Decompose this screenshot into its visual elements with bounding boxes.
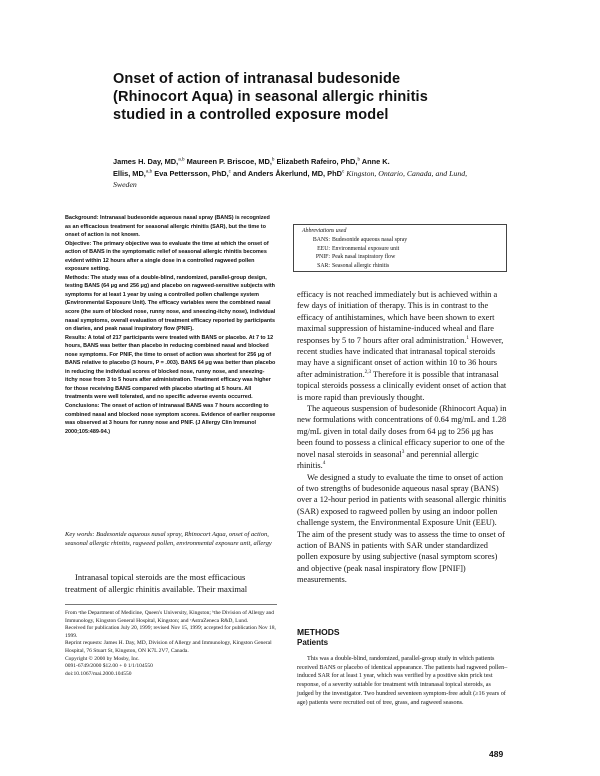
page-number: 489 — [489, 749, 504, 759]
abstract-results: Results: A total of 217 participants were treated with BANS or placebo. At 7 to 12 hours, BANS was better than placebo in reducing combined nasal and blocked nose symptoms. For PNIF, the time to onset of action was shortest for 256 μg of BANS relative to placebo (3 hours, P = .003). BANS 64 μg was better than placebo in reducing the individual scores of blocked nose, runny nose, and sneezing-itchy nose from 3 to 5 hours after administration. Treatment efficacy was higher for those receiving BANS compared with placebo starting at 5 hours. All treatments were well tolerated, and no specific adverse events occurred. — [65, 334, 276, 401]
affiliation-marker: a,b — [178, 156, 185, 162]
reference-marker: 2,3 — [364, 369, 372, 376]
footnote-received: Received for publication July 20, 1999; revised Nov 15, 1999; accepted for publication Nov 18, 1999. — [65, 625, 276, 639]
abbreviation-definition: Environmental exposure unit — [332, 245, 400, 252]
abbreviation-definition: Budesonide aqueous nasal spray — [332, 237, 408, 243]
body-text: and perennial allergic rhinitis. — [297, 449, 479, 471]
footnote-reprint: Reprint requests: James H. Day, MD, Division of Allergy and Immunology, Kingston General Hospital, 76 Stuart St, Kingston, ON K7L 2V7, Canada. — [65, 640, 272, 654]
section-heading-methods: METHODS — [297, 627, 340, 637]
footnote-copyright: Copyright © 2000 by Mosby, Inc. — [65, 655, 140, 662]
abbreviation-definition: Peak nasal inspiratory flow — [332, 254, 396, 260]
author-text: Ellis, MD, — [113, 168, 146, 178]
body-text: The aqueous suspension of budesonide (Rhinocort Aqua) in new formulations with concentrations of 0.64 mg/mL and 1.28 mg/mL given in total daily doses from 64 μg to 256 μg has been found to possess a clinical efficacy superior to one of the novel nasal steroids in seasonal — [297, 404, 507, 459]
abstract-methods: Methods: The study was of a double-blind, randomized, parallel-group design, testing BANS (64 μg and 256 μg) and placebo on ragweed-sensitive subjects with symptoms for at least 1 year by using a controlled pollen challenge system (Environmental Exposure Unit). The efficacy variables were the combined nasal score (the sum of blocked nose, runny nose, and sneezing-itchy nose), individual nasal symptoms, overall evaluation of treatment efficacy reported by participants on diaries, and peak nasal inspiratory flow (PNIF). — [65, 274, 276, 333]
affiliation-marker: a,b — [145, 168, 153, 174]
footnote-issn: 0091-6749/2000 $12.00 + 0 1/1/104550 — [65, 663, 153, 670]
abbreviation-code: SAR: — [317, 262, 330, 269]
footnotes — [65, 610, 277, 678]
abstract-background: Background: Intranasal budesonide aqueous nasal spray (BANS) is recognized as an efficacious treatment for seasonal allergic rhinitis (SAR), but the time to onset of action is not known. — [65, 215, 270, 239]
body-paragraph: We designed a study to evaluate the time to onset of action of two strengths of budesonide aqueous nasal spray (BANS) over a 12-hour period in patients with seasonal allergic rhinitis (SAR) exposed to ragweed pollen by using an indoor pollen challenge system, the Environmental Exposure Unit (EEU). The aim of the present study was to assess the time to onset of action of BANS in patients with SAR under standardized pollen exposure by using subjective (nasal symptom scores) and objective (peak nasal inspiratory flow [PNIF]) measurements. — [297, 472, 507, 585]
author-list — [113, 156, 483, 191]
body-text: efficacy is not reached immediately but is achieved within a few days of initiation of therapy. This is in contrast to the efficacy of antihistamines, which have been shown to exert maximal suppression of histamine-induced wheal and flare responses by 5 to 7 hours after oral administration. — [297, 290, 498, 345]
abstract — [65, 214, 277, 436]
abbreviations-box — [293, 224, 507, 272]
footnote-divider — [65, 604, 277, 605]
abbreviation-code: BANS: — [312, 237, 330, 243]
affiliation-marker: c — [341, 168, 345, 174]
abbreviation-definition: Seasonal allergic rhinitis — [332, 262, 390, 269]
abbreviation-code: EEU: — [317, 245, 330, 252]
keywords: Key words: Budesonide aqueous nasal spray, Rhinocort Aqua, onset of action, seasonal allergic rhinitis, ragweed pollen, environmental exposure unit, allergy — [65, 531, 272, 547]
author-text: James H. Day, MD, — [113, 157, 179, 166]
author-text: Eva Pettersson, PhD, — [152, 168, 229, 178]
footnote-affiliations: From ᵃthe Department of Medicine, Queen's University, Kingston; ᵇthe Division of Allergy and Immunology, Kingston General Hospital, Kingston; and ᶜAstraZeneca R&D, Lund. — [65, 610, 275, 624]
abbreviation-code: PNIF: — [315, 254, 330, 260]
body-text: Therefore it is possible that intranasal topical steroids possess a clinically evident onset of action that is more rapid than previously thought. — [297, 369, 507, 402]
author-text: Anne K. — [359, 157, 390, 166]
reference-marker: 1 — [466, 334, 469, 341]
methods-paragraph: This was a double-blind, randomized, parallel-group study in which patients received BANS or placebo of identical appearance. The patients had ragweed pollen–induced SAR for at least 1 year, which was verified by a positive skin prick test response, of a severity suitable for treatment with intranasal topical steroids, as judged by the investigator. Two hundred seventeen symptom-free adult (≥16 years of age) patients were recruited out of tree, grass, and ragweed seasons. — [297, 656, 508, 706]
abstract-conclusions: Conclusions: The onset of action of intranasal BANS was 7 hours according to combined nasal and blocked nose symptom scores. Evidence of earlier response was observed at 3 hours for runny nose and PNIF. (J Allergy Clin Immunol 2000;105:489-94.) — [65, 403, 276, 435]
body-text: However, recent studies have indicated that intranasal topical steroids may have a significant onset of action within 10 to 36 hours after administration. — [297, 335, 504, 379]
reference-marker: 4 — [322, 460, 326, 467]
body-paragraph — [297, 403, 508, 471]
affiliation-marker: b — [271, 156, 275, 162]
affiliation-marker: c — [228, 168, 231, 174]
affiliation-marker: b — [357, 156, 360, 162]
author-text: Elizabeth Rafeiro, PhD, — [274, 157, 358, 166]
author-location: Kingston, Ontario, Canada, and Lund, Sweden — [113, 168, 468, 189]
abstract-objective: Objective: The primary objective was to evaluate the time at which the onset of action of BANS in the symptomatic relief of seasonal allergic rhinitis becomes evident within 12 hours after a single dose in a controlled ragweed pollen exposure setting. — [65, 240, 269, 273]
abbreviations-heading: Abbreviations used — [302, 228, 347, 234]
body-text-right — [297, 289, 508, 586]
footnote-doi: doi:10.1067/mai.2000.104550 — [65, 670, 132, 677]
reference-marker: 3 — [401, 448, 405, 455]
subsection-heading-patients: Patients — [297, 638, 329, 647]
author-text: and Anders Åkerlund, MD, PhD — [230, 168, 342, 178]
intro-paragraph: Intranasal topical steroids are the most efficacious treatment of allergic rhinitis available. Their maximal — [65, 572, 248, 594]
body-paragraph — [297, 289, 508, 403]
article-title: Onset of action of intranasal budesonide (Rhinocort Aqua) in seasonal allergic rhinitis studied in a controlled exposure model — [113, 71, 428, 123]
author-text: Maureen P. Briscoe, MD, — [184, 157, 272, 166]
